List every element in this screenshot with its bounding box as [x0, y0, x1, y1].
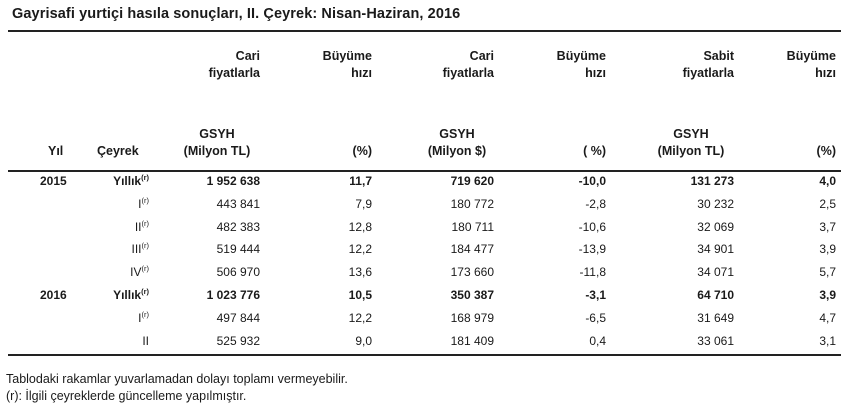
cell-period: Yıllık$^{(r)}$ — [113, 173, 149, 188]
cell-gdp-tl: 497 844 — [216, 310, 260, 325]
header-buyume-1: Büyüme hızı — [322, 49, 372, 80]
cell-year: 2016 — [40, 288, 67, 302]
header-gsyh-3: GSYH (Milyon TL) — [657, 127, 725, 158]
cell-growth-2: -10,6 — [578, 219, 606, 234]
cell-gdp-usd: 173 660 — [450, 265, 494, 280]
cell-period: $I^{(r)}$ — [138, 309, 149, 325]
top-rule — [8, 30, 841, 32]
revision-mark: (r) — [141, 173, 149, 182]
cell-growth-1: 13,6 — [348, 265, 372, 280]
cell-growth-1: 12,8 — [348, 219, 372, 234]
cell-gdp-real: 31 649 — [697, 310, 734, 325]
cell-growth-1: 10,5 — [348, 288, 372, 302]
cell-growth-3: 2,5 — [819, 196, 836, 211]
header-sabit: Sabit fiyatlarla — [682, 49, 734, 80]
cell-growth-3: 3,7 — [819, 219, 836, 234]
cell-gdp-tl: 482 383 — [216, 219, 260, 234]
cell-growth-1: 12,2 — [348, 310, 372, 325]
revision-mark: (r) — [141, 309, 149, 319]
header-gsyh-2: GSYH (Milyon $) — [427, 127, 487, 158]
cell-growth-1: 9,0 — [355, 333, 372, 348]
cell-gdp-real: 32 069 — [697, 219, 734, 234]
cell-gdp-real: 33 061 — [697, 333, 734, 348]
cell-gdp-tl: 525 932 — [216, 333, 260, 348]
cell-growth-3: 4,0 — [819, 174, 836, 188]
revision-mark: (r) — [141, 287, 149, 296]
cell-gdp-usd: 168 979 — [450, 310, 494, 325]
revision-mark: (r) — [141, 195, 149, 205]
header-pct-2: ( %) — [583, 144, 606, 158]
cell-year: 2015 — [40, 174, 67, 188]
footnote-revision: (r): İlgili çeyreklerde güncelleme yapılmıştır. — [6, 389, 247, 403]
cell-growth-2: -13,9 — [578, 242, 606, 257]
cell-period: II — [142, 333, 149, 348]
header-cari-1: Cari fiyatlarla — [208, 49, 260, 80]
revision-mark: (r) — [141, 264, 149, 274]
cell-growth-1: 12,2 — [348, 242, 372, 257]
cell-growth-2: -3,1 — [585, 288, 606, 302]
cell-growth-3: 3,1 — [819, 333, 836, 348]
cell-growth-3: 5,7 — [819, 265, 836, 280]
header-buyume-3: Büyüme hızı — [786, 49, 836, 80]
header-cari-2: Cari fiyatlarla — [442, 49, 494, 80]
header-ceyrek: Çeyrek — [97, 144, 139, 158]
cell-gdp-real: 34 901 — [697, 242, 734, 257]
cell-growth-3: 4,7 — [819, 310, 836, 325]
cell-gdp-usd: 719 620 — [450, 174, 494, 188]
cell-period: II$^{(r)}$ — [134, 218, 149, 234]
revision-mark: (r) — [141, 218, 149, 228]
cell-growth-1: 7,9 — [355, 196, 372, 211]
bottom-rule — [8, 354, 841, 356]
cell-growth-2: -6,5 — [585, 310, 606, 325]
cell-period: Yıllık$^{(r)}$ — [113, 287, 149, 302]
cell-growth-2: -2,8 — [585, 196, 606, 211]
cell-gdp-usd: 180 772 — [450, 196, 494, 211]
header-gsyh-1: GSYH (Milyon TL) — [183, 127, 251, 158]
table-title: Gayrisafi yurtiçi hasıla sonuçları, II. Çeyrek: Nisan-Haziran, 2016 — [12, 6, 461, 22]
cell-period: $I^{(r)}$ — [138, 195, 149, 211]
cell-growth-2: 0,4 — [589, 333, 606, 348]
cell-gdp-real: 64 710 — [697, 288, 734, 302]
cell-growth-2: -10,0 — [578, 174, 606, 188]
cell-gdp-tl: 443 841 — [216, 196, 260, 211]
cell-growth-3: 3,9 — [819, 288, 836, 302]
cell-gdp-real: 34 071 — [697, 265, 734, 280]
cell-gdp-real: 30 232 — [697, 196, 734, 211]
header-pct-1: (%) — [352, 144, 372, 158]
cell-gdp-tl: 506 970 — [216, 265, 260, 280]
header-pct-3: (%) — [816, 144, 836, 158]
cell-gdp-real: 131 273 — [690, 174, 734, 188]
header-yil: Yıl — [48, 144, 64, 158]
cell-gdp-tl: 519 444 — [216, 242, 260, 257]
cell-growth-1: 11,7 — [349, 174, 372, 188]
cell-gdp-usd: 184 477 — [450, 242, 494, 257]
cell-period: IV$^{(r)}$ — [130, 264, 149, 280]
cell-growth-2: -11,8 — [579, 265, 606, 280]
cell-gdp-tl: 1 952 638 — [206, 174, 260, 188]
cell-gdp-usd: 181 409 — [450, 333, 494, 348]
header-buyume-2: Büyüme hızı — [556, 49, 606, 80]
cell-gdp-usd: 180 711 — [451, 219, 494, 234]
footnote-rounding: Tablodaki rakamlar yuvarlamadan dolayı toplamı vermeyebilir. — [6, 372, 348, 386]
revision-mark: (r) — [141, 241, 149, 251]
cell-period: III$^{(r)}$ — [131, 241, 149, 257]
cell-gdp-usd: 350 387 — [450, 288, 494, 302]
cell-gdp-tl: 1 023 776 — [206, 288, 260, 302]
cell-growth-3: 3,9 — [819, 242, 836, 257]
